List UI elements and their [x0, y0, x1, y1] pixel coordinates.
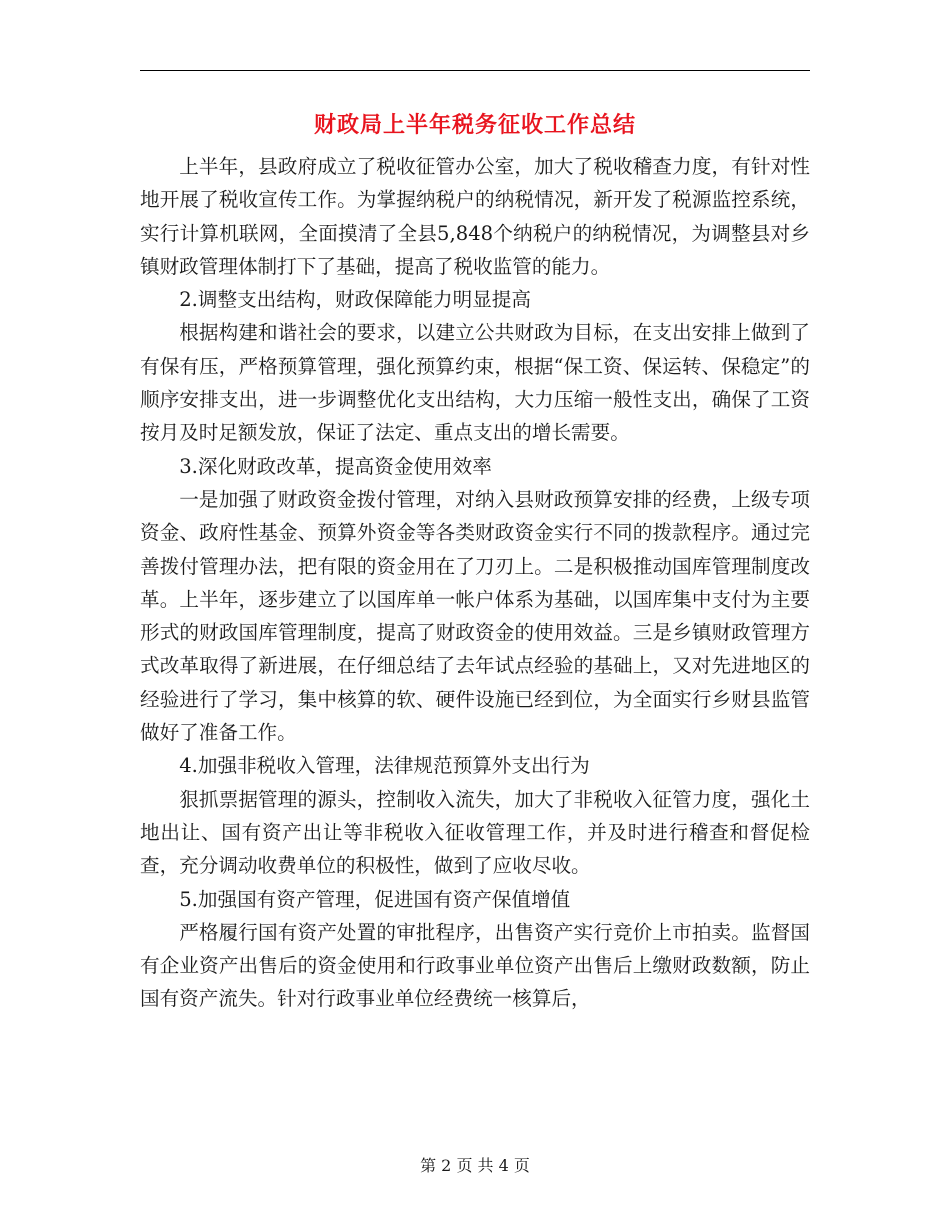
paragraph-state-assets: 严格履行国有资产处置的审批程序，出售资产实行竞价上市拍卖。监督国有企业资产出售后的资金使用和行政事业单位资产出售后上缴财政数额，防止国有资产流失。针对行政事业单位经费统一核算后， — [140, 920, 810, 1011]
section-heading-5: 5.加强国有资产管理，促进国有资产保值增值 — [179, 887, 571, 911]
paragraph-tax-collection: 上半年，县政府成立了税收征管办公室，加大了税收稽查力度，有针对性地开展了税收宣传工作。为掌握纳税户的纳税情况，新开发了税源监控系统，实行计算机联网，全面摸清了全县5,848个纳税户的纳税情况，为调整县对乡镇财政管理体制打下了基础，提高了税收监管的能力。 — [140, 155, 810, 278]
page-number: 第 2 页 共 4 页 — [420, 1156, 530, 1175]
paragraph-expenditure: 根据构建和谐社会的要求，以建立公共财政为目标，在支出安排上做到了有保有压，严格预算管理，强化预算约束，根据“保工资、保运转、保稳定”的顺序安排支出，进一步调整优化支出结构，大力压缩一般性支出，确保了工资按月及时足额发放，保证了法定、重点支出的增长需要。 — [140, 321, 810, 445]
paragraph-non-tax: 狠抓票据管理的源头，控制收入流失，加大了非税收入征管力度，强化土地出让、国有资产出让等非税收入征收管理工作，并及时进行稽查和督促检查，充分调动收费单位的积极性，做到了应收尽收。 — [140, 787, 810, 878]
paragraph-reform: 一是加强了财政资金拨付管理，对纳入县财政预算安排的经费，上级专项资金、政府性基金、预算外资金等各类财政资金实行不同的拨款程序。通过完善拨付管理办法，把有限的资金用在了刀刃上。二是积极推动国库管理制度改革。上半年，逐步建立了以国库单一帐户体系为基础，以国库集中支付为主要形式的财政国库管理制度，提高了财政资金的使用效益。三是乡镇财政管理方式改革取得了新进展，在仔细总结了去年试点经验的基础上，又对先进地区的经验进行了学习，集中核算的软、硬件设施已经到位，为全面实行乡财县监管做好了准备工作。 — [140, 487, 810, 745]
section-heading-4: 4.加强非税收入管理，法律规范预算外支出行为 — [179, 754, 590, 778]
document-body — [140, 150, 810, 1016]
document-title: 财政局上半年税务征收工作总结 — [313, 113, 636, 138]
section-heading-2: 2.调整支出结构，财政保障能力明显提高 — [179, 288, 531, 312]
section-heading-3: 3.深化财政改革，提高资金使用效率 — [179, 454, 492, 478]
header-rule — [140, 70, 810, 71]
